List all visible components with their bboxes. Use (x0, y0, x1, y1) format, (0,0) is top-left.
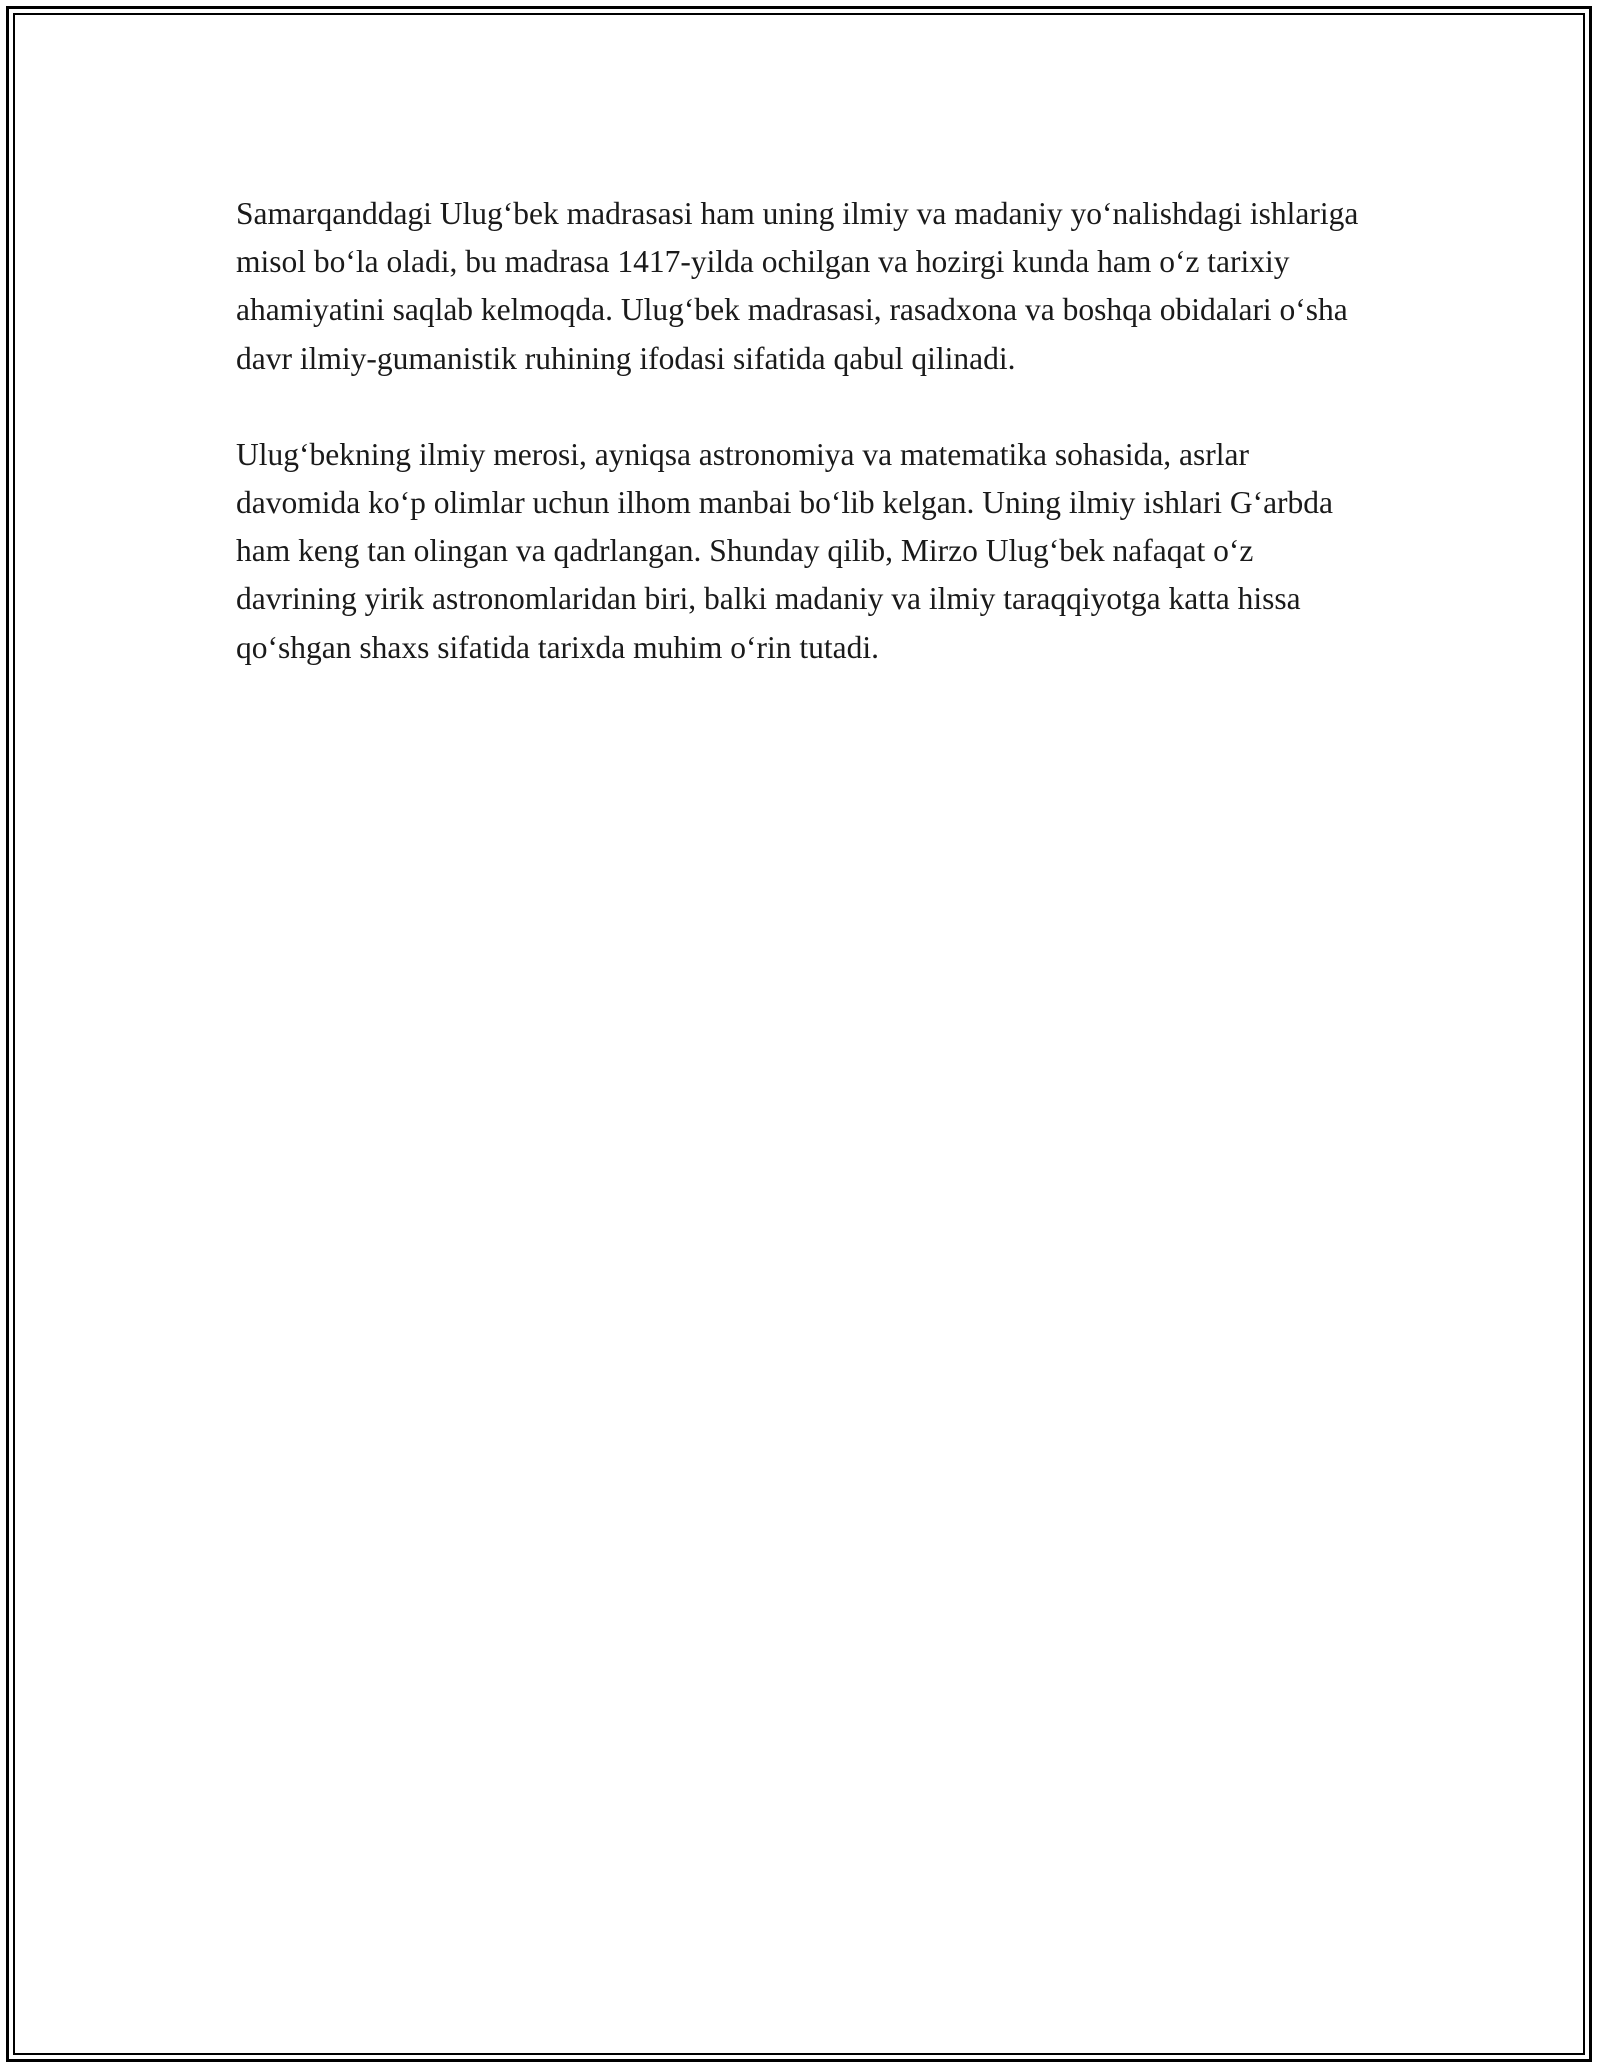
document-body (236, 190, 1376, 720)
paragraph-madrasa: Samarqanddagi Ulug‘bek madrasasi ham uning ilmiy va madaniy yo‘nalishdagi ishlariga misol bo‘la oladi, bu madrasa 1417-yilda ochilgan va hozirgi kunda ham o‘z tarixiy ahamiyatini saqlab kelmoqda. Ulug‘bek madrasasi, rasadxona va boshqa obidalari o‘sha davr ilmiy-gumanistik ruhining ifodasi sifatida qabul qilinadi. (236, 196, 1359, 376)
paragraph-legacy: Ulug‘bekning ilmiy merosi, ayniqsa astronomiya va matematika sohasida, asrlar davomida ko‘p olimlar uchun ilhom manbai bo‘lib kelgan. Uning ilmiy ishlari G‘arbda ham keng tan olingan va qadrlangan. Shunday qilib, Mirzo Ulug‘bek nafaqat o‘z davrining yirik astronomlaridan biri, balki madaniy va ilmiy taraqqiyotga katta hissa qo‘shgan shaxs sifatida tarixda muhim o‘rin tutadi. (236, 436, 1334, 665)
